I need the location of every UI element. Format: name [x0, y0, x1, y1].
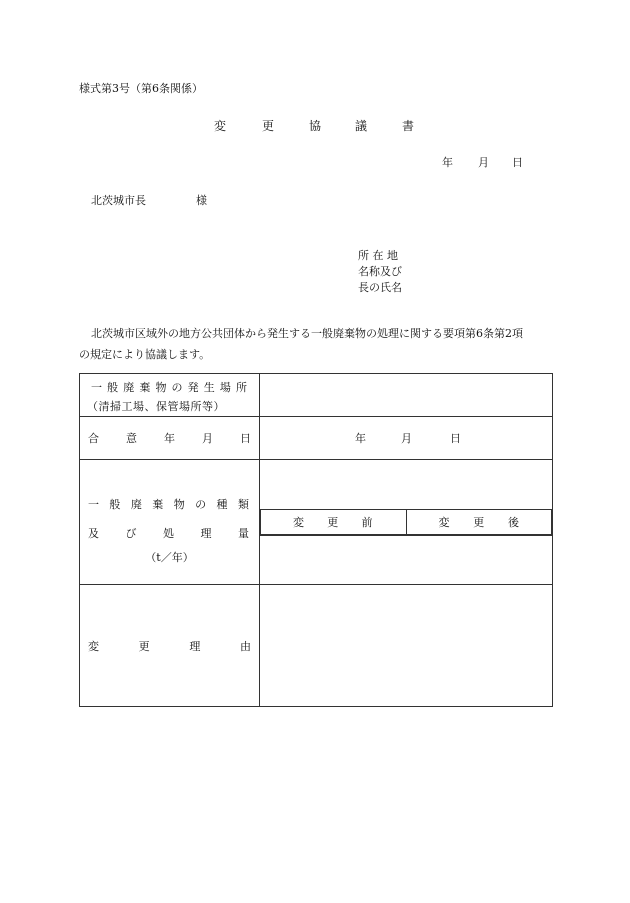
table-row [80, 585, 553, 707]
label-char: 一 [88, 498, 99, 511]
addressee-honorific: 様 [196, 194, 207, 207]
label-char: 種 [216, 498, 228, 511]
label-char: 前 [361, 515, 373, 529]
change-reason-label [80, 585, 260, 707]
label-char: 処 [163, 527, 174, 540]
label-char: の [195, 498, 207, 511]
label-char: び [125, 527, 137, 540]
title-char: 協 [309, 119, 322, 133]
label-char: 後 [508, 515, 519, 529]
before-after-table [260, 509, 552, 536]
label-char: 棄 [139, 380, 151, 394]
agreement-day: 日 [450, 432, 461, 445]
label-line [80, 496, 259, 512]
date-month: 月 [478, 156, 489, 169]
unit-label: （t／年） [145, 551, 194, 564]
table-row [80, 460, 553, 585]
table-row [80, 374, 553, 417]
name-label-1: 名称及び [358, 265, 402, 278]
label-line [80, 638, 259, 654]
label-char: 及 [88, 527, 99, 540]
label-char: 量 [238, 527, 249, 540]
generation-site-sublabel: （清掃工場、保管場所等） [87, 399, 225, 413]
table-row [261, 509, 552, 534]
label-char: 更 [327, 515, 339, 529]
label-line [407, 514, 552, 530]
label-char: 所 [235, 380, 247, 394]
label-char: の [171, 380, 183, 394]
form-table [79, 373, 553, 707]
form-number: 様式第3号（第6条関係） [79, 82, 203, 95]
label-char: 日 [240, 432, 251, 445]
label-char: 合 [88, 432, 99, 445]
label-char: 由 [239, 639, 251, 653]
agreement-date-label [80, 417, 260, 460]
table-row [261, 534, 552, 535]
address-label: 所 在 地 [358, 249, 398, 262]
label-char: 棄 [152, 498, 164, 511]
label-char: 月 [202, 432, 213, 445]
label-char: 場 [219, 380, 231, 394]
agreement-year: 年 [355, 432, 366, 445]
title-char: 議 [355, 119, 368, 133]
label-char: 一 [91, 380, 102, 394]
agreement-month: 月 [401, 432, 412, 445]
label-char: 変 [88, 639, 99, 653]
after-header [406, 509, 552, 534]
label-char: 廃 [123, 380, 135, 394]
waste-type-values [260, 460, 553, 585]
date-day: 日 [512, 156, 523, 169]
after-value[interactable] [406, 534, 552, 535]
table-row [80, 417, 553, 460]
label-char: 理 [189, 639, 201, 653]
waste-type-label [80, 460, 260, 585]
label-char: 変 [293, 515, 304, 529]
before-header [261, 509, 407, 534]
agreement-date-value[interactable] [260, 417, 553, 460]
label-char: 物 [155, 380, 167, 394]
label-char: 年 [164, 432, 175, 445]
label-char: 変 [438, 515, 450, 529]
name-label-2: 長の氏名 [358, 281, 402, 294]
label-char: 類 [237, 498, 249, 511]
body-text-line-2: の規定により協議します。 [79, 348, 211, 361]
label-char: 生 [203, 380, 215, 394]
generation-site-label [80, 374, 260, 417]
label-char: 理 [200, 527, 212, 540]
addressee-name: 北茨城市長 [91, 194, 146, 207]
label-line [80, 379, 259, 395]
date-year: 年 [442, 156, 453, 169]
label-char: 意 [126, 432, 137, 445]
title-char: 書 [402, 119, 415, 133]
label-char: 廃 [130, 498, 142, 511]
label-char: 更 [473, 515, 485, 529]
change-reason-value[interactable] [260, 585, 553, 707]
title-char: 変 [214, 119, 227, 133]
title-char: 更 [262, 119, 275, 133]
label-line [80, 525, 259, 541]
before-value[interactable] [261, 534, 407, 535]
generation-site-value[interactable] [260, 374, 553, 417]
label-line [80, 430, 259, 446]
label-char: 更 [138, 639, 150, 653]
body-text-line-1: 北茨城市区域外の地方公共団体から発生する一般廃棄物の処理に関する要項第6条第2項 [91, 327, 523, 340]
label-char: 般 [107, 380, 119, 394]
label-char: 般 [109, 498, 121, 511]
label-char: 物 [173, 498, 185, 511]
label-char: 発 [187, 380, 199, 394]
label-line [261, 514, 406, 530]
